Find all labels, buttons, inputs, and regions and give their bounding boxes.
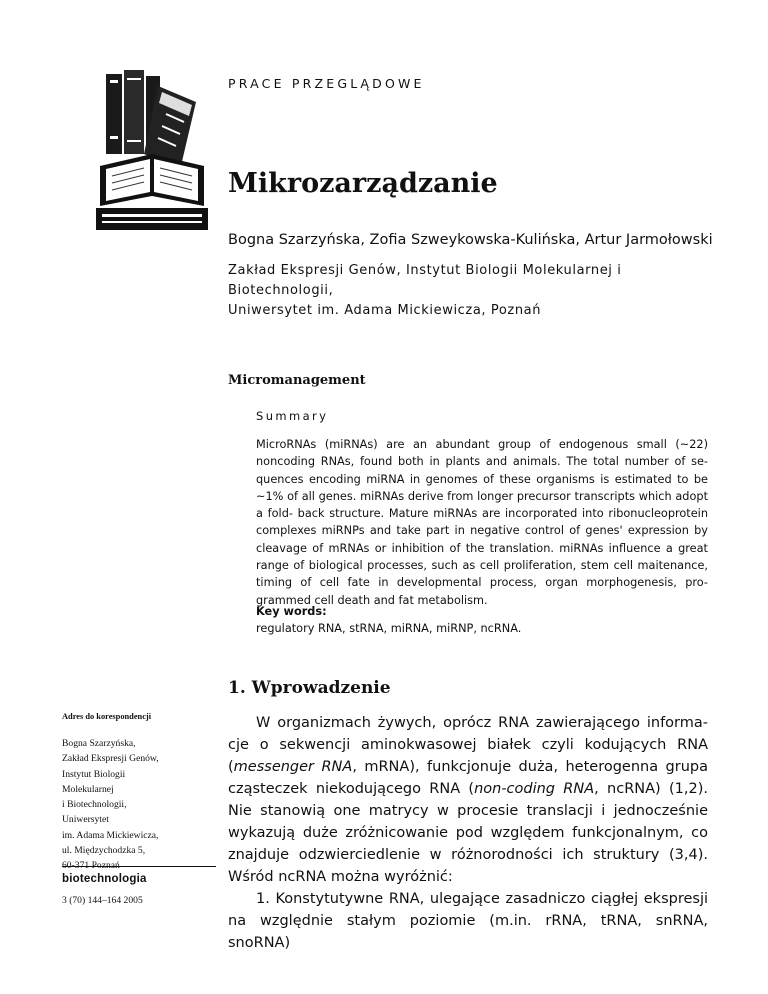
body-text [228, 712, 708, 954]
address-line: i Biotechnologii, [62, 799, 127, 811]
abstract-line: range of biological processes, such as cell proliferation, stem cell maitenance, [256, 559, 708, 573]
article-title: Mikrozarządzanie [228, 168, 498, 199]
abstract-line: timing of cell fate in developmental process, organ morphogenesis, pro- [256, 576, 708, 590]
article-authors: Bogna Szarzyńska, Zofia Szweykowska-Kulińska, Artur Jarmołowski [228, 232, 713, 248]
address-line: Instytut Biologii [62, 768, 126, 780]
body-line: W organizmach żywych, oprócz RNA zawierającego informa- [256, 715, 708, 731]
body-line: cje o sekwencji aminokwasowej białek czyli kodujących RNA [228, 737, 708, 753]
body-line: 1. Konstytutywne RNA, ulegające zasadniczo ciągłej ekspresji [256, 891, 708, 907]
keywords: regulatory RNA, stRNA, miRNA, miRNP, ncRNA. [256, 622, 522, 635]
address-line: Zakład Ekspresji Genów, [62, 753, 159, 765]
body-line: wykazują duże zróżnicowanie pod względem funkcjonalnym, co [228, 825, 708, 841]
affiliation [228, 261, 708, 321]
section-heading: 1. Wprowadzenie [228, 678, 391, 698]
address-line: Molekularnej [62, 783, 114, 795]
body-line: na względnie stałym poziomie (m.in. rRNA, tRNA, snRNA, snoRNA) [228, 913, 708, 951]
abstract-text [228, 436, 708, 609]
body-line: znajduje odzwierciedlenie w różnorodności ich struktury (3,4). [228, 847, 708, 863]
abstract-line: quences encoding miRNA in genomes of these organisms is estimated to be [256, 472, 708, 486]
body-line: cząsteczek niekodującego RNA (non-coding RNA, ncRNA) (1,2). [228, 781, 708, 797]
body-line: (messenger RNA, mRNA), funkcjonuje duża, heterogenna grupa [228, 759, 708, 775]
abstract-line: MicroRNAs (miRNAs) are an abundant group of endogenous small (~22) [256, 438, 708, 451]
english-title: Micromanagement [228, 373, 366, 388]
italic-term: messenger RNA [233, 759, 353, 775]
correspondence-label: Adres do korespondencji [62, 712, 152, 721]
journal-name: biotechnologia [62, 873, 147, 885]
keywords-label: Key words: [256, 605, 327, 618]
summary-label: Summary [256, 409, 329, 423]
address-line: Bogna Szarzyńska, [62, 738, 136, 749]
abstract-line: cleavage of mRNAs or inhibition of the translation. miRNAs influence a great [256, 541, 708, 555]
address-line: ul. Międzychodzka 5, [62, 845, 146, 857]
abstract-line: ~1% of all genes. miRNAs derive from longer precursor transcripts which adopt [256, 489, 708, 503]
correspondence-address [62, 736, 212, 874]
body-line: Nie stanowią one matrycy w procesie translacji i jednocześnie [228, 803, 708, 819]
affiliation-line: Zakład Ekspresji Genów, Instytut Biologii Molekularnej i Biotechnologii, [228, 263, 622, 298]
body-line: Wśród ncRNA można wyróżnić: [228, 869, 453, 885]
section-label: PRACE PRZEGLĄDOWE [228, 76, 425, 91]
abstract-line: complexes miRNPs and take part in negative control of genes' expression by [256, 524, 708, 538]
address-line: im. Adama Mickiewicza, [62, 829, 159, 841]
address-line: Uniwersytet [62, 814, 109, 826]
italic-term: non-coding RNA [474, 781, 595, 797]
divider [62, 866, 216, 867]
affiliation-line: Uniwersytet im. Adama Mickiewicza, Poznań [228, 303, 542, 318]
abstract-line: noncoding RNAs, found both in plants and animals. The total number of se- [256, 455, 708, 469]
abstract-line: a fold- back structure. Mature miRNAs are incorporated into ribonucleoprotein [256, 507, 708, 521]
citation: 3 (70) 144–164 2005 [62, 895, 143, 906]
books-icon [96, 66, 208, 234]
abstract-line: grammed cell death and fat metabolism. [256, 593, 488, 607]
